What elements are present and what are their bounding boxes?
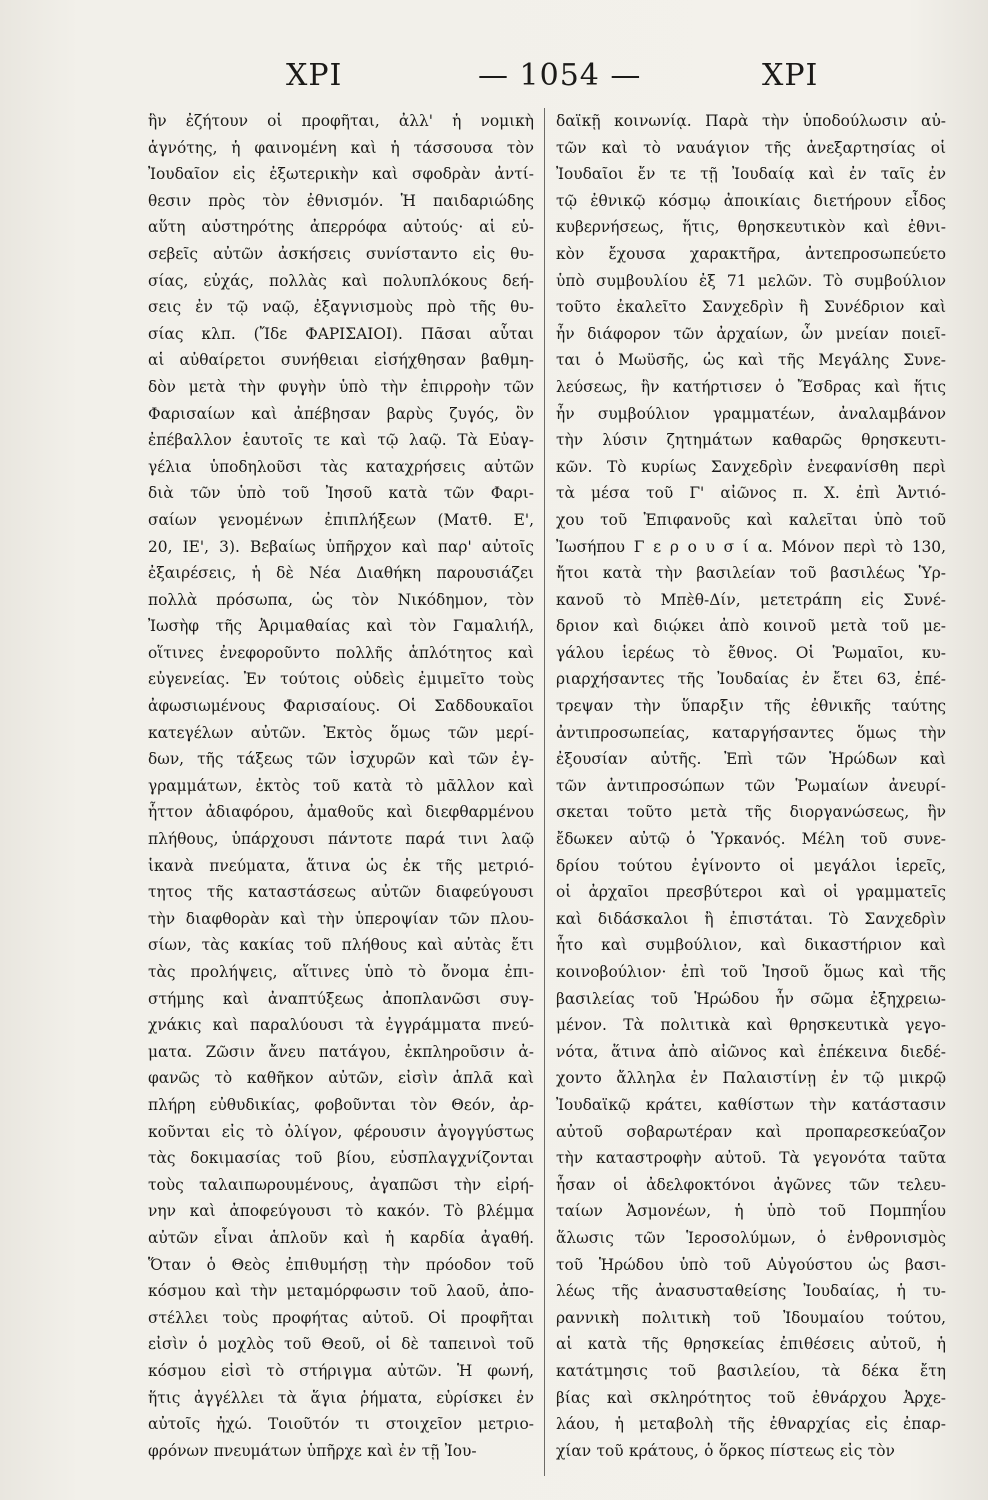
right-column-line: χίαν τοῦ κράτους, ὁ ὅρκος πίστεως εἰς τὸν	[556, 1441, 895, 1460]
right-column-line: ὑπὸ συμβουλίου ἐξ 71 μελῶν. Τὸ συμβούλιον	[556, 271, 946, 290]
right-column-line: κυβερνήσεως, ἥτις, θρησκευτικὸν καὶ ἐθνι-	[556, 218, 946, 237]
left-column-line: αἱ αὐθαίρετοι συνήθειαι εἰσήχθησαν βαθμη-	[148, 351, 534, 370]
page-number: — 1054 —	[478, 58, 642, 93]
column-divider	[544, 108, 545, 1476]
left-column-line: ἧττον ἀδιαφόρου, ἀμαθοῦς καὶ διεφθαρμένου	[148, 803, 534, 822]
left-column-line: δὸν μετὰ τὴν φυγὴν ὑπὸ τὴν ἐπιρροὴν τῶν	[148, 377, 534, 396]
left-column-line: πολλὰ πρόσωπα, ὡς τὸν Νικόδημον, τὸν	[148, 590, 534, 609]
right-column-line: κοινοβούλιον· ἐπὶ τοῦ Ἰησοῦ ὅμως καὶ τῆς	[556, 963, 946, 981]
right-column-line: λεύσεως, ἣν κατήρτισεν ὁ Ἔσδρας καὶ ἥτις	[556, 377, 946, 396]
left-column-line: ἐπέβαλλον ἑαυτοῖς τε καὶ τῷ λαῷ. Τὰ Εὐαγ-	[148, 431, 534, 450]
right-column-line: σκεται τοῦτο μετὰ τῆς διοργανώσεως, ἣν	[556, 803, 946, 822]
right-column-line: τῶν καὶ τὸ ναυάγιον τῆς ἀνεξαρτησίας οἱ	[556, 138, 946, 157]
left-column-line: αὕτη αὐστηρότης ἀπερρόφα αὐτούς· αἱ εὐ-	[148, 218, 534, 237]
right-column-line: μένον. Τὰ πολιτικὰ καὶ θρησκευτικὰ γεγο-	[556, 1016, 946, 1035]
running-header	[0, 58, 988, 98]
left-column-line: τητος τῆς καταστάσεως αὐτῶν διαφεύγουσι	[148, 883, 534, 902]
left-column-line: ἀφωσιωμένους Φαρισαίους. Οἱ Σαδδουκαῖοι	[148, 697, 534, 716]
left-column-line: στέλλει τοὺς προφήτας αὐτοῦ. Οἱ προφῆται	[148, 1308, 534, 1327]
left-column-line: κόσμου καὶ τὴν μεταμόρφωσιν τοῦ λαοῦ, ἀπο-	[148, 1282, 534, 1301]
left-column-line: στήμης καὶ ἀναπτύξεως ἀποπλανῶσι συγ-	[148, 989, 534, 1008]
left-column-line: δων, τῆς τάξεως τῶν ἰσχυρῶν καὶ τῶν ἐγ-	[148, 750, 534, 769]
right-column-line: ἦσαν οἱ ἀδελφοκτόνοι ἀγῶνες τῶν τελευ-	[556, 1175, 946, 1194]
left-column-line: θεσιν πρὸς τὸν ἐθνισμόν. Ἡ παιδαριώδης	[148, 191, 534, 210]
left-column-line: διὰ τῶν ὑπὸ τοῦ Ἰησοῦ κατὰ τῶν Φαρι-	[148, 484, 534, 503]
header-left-word: ΧΡΙ	[286, 58, 343, 93]
right-column-line: τὴν λύσιν ζητημάτων καθαρῶς θρησκευτι-	[556, 431, 946, 450]
left-column-line: πλήθους, ὑπάρχουσι πάντοτε παρά τινι λαῷ	[148, 830, 534, 849]
left-column-line: Ἰουδαῖον εἰς ἐξωτερικὴν καὶ σφοδρὰν ἀντί-	[148, 165, 534, 184]
right-column-line: κῶν. Τὸ κυρίως Σανχεδρὶν ἐνεφανίσθη περὶ	[556, 457, 946, 476]
left-column-line: σίας, εὐχάς, πολλὰς καὶ πολυπλόκους δεή-	[148, 271, 534, 290]
right-column-line: κὸν ἔχουσα χαρακτῆρα, ἀντεπροσωπεύετο	[556, 244, 946, 263]
right-column-line: ἦν συμβούλιον γραμματέων, ἀναλαμβάνον	[556, 404, 946, 423]
left-column-line: ἣν ἐζήτουν οἱ προφῆται, ἀλλ' ἡ νομικὴ	[148, 112, 534, 130]
left-column-line: νην καὶ ἀποφεύγουσι τὸ κακόν. Τὸ βλέμμα	[148, 1202, 534, 1221]
left-column-line: εὐγενείας. Ἐν τούτοις οὐδεὶς ἐμιμεῖτο τοὺς	[148, 670, 534, 689]
header-right-word: ΧΡΙ	[762, 58, 819, 93]
right-column-line: τρεψαν τὴν ὕπαρξιν τῆς ἐθνικῆς ταύτης	[556, 697, 946, 716]
right-column-line: ταίων Ἀσμονέων, ἡ ὑπὸ τοῦ Πομπηΐου	[556, 1202, 946, 1221]
right-column-line: βασιλείας τοῦ Ἡρώδου ἦν σῶμα ἐξηχρειω-	[556, 989, 946, 1008]
right-column-line: Ἰουδαϊκῷ κράτει, καθίστων τὴν κατάστασιν	[556, 1095, 946, 1114]
left-column-line: 20, ΙΕ', 3). Βεβαίως ὑπῆρχον καὶ παρ' αὐτοῖς	[148, 537, 534, 556]
right-column-line: καὶ διδάσκαλοι ἢ ἐπιστάται. Τὸ Σανχεδρὶν	[556, 909, 946, 928]
left-column-line: χνάκις καὶ παραλύουσι τὰ ἐγγράμματα πνεύ-	[148, 1016, 534, 1035]
right-column-line: δριον καὶ διῴκει ἀπὸ κοινοῦ μετὰ τοῦ με-	[556, 617, 946, 636]
left-column-line: κατεγέλων αὐτῶν. Ἐκτὸς ὅμως τῶν μερί-	[148, 723, 534, 742]
left-column-line: ἁγνότης, ἡ φαινομένη καὶ ἡ τάσσουσα τὸν	[148, 138, 534, 157]
right-column-line: νότα, ἅτινα ἀπὸ αἰῶνος καὶ ἐπέκεινα διεδέ-	[556, 1042, 946, 1061]
right-column-line: βίας καὶ σκληρότητος τοῦ ἐθνάρχου Ἀρχε-	[556, 1388, 946, 1407]
left-column-line: τὴν διαφθορὰν καὶ τὴν ὑπεροψίαν τῶν πλου-	[148, 909, 534, 928]
left-column-line: εἰσὶν ὁ μοχλὸς τοῦ Θεοῦ, οἱ δὲ ταπεινοὶ τοῦ	[148, 1335, 534, 1354]
right-column-line: Ἰωσήπου Γ ε ρ ο υ σ ί α. Μόνον περὶ τὸ 130,	[556, 537, 946, 556]
right-column-line: δρίου τούτου ἐγίνοντο οἱ μεγάλοι ἱερεῖς,	[556, 856, 946, 875]
left-column-line: φανῶς τὸ καθῆκον αὐτῶν, εἰσὶν ἁπλᾶ καὶ	[148, 1069, 534, 1088]
right-column-line: κανοῦ τὸ Μπὲθ-Δίν, μετετράπη εἰς Συνέ-	[556, 590, 946, 609]
right-column-line: αὐτοῦ σοβαρωτέραν καὶ προπαρεσκεύαζον	[556, 1122, 946, 1141]
left-column-line: τὰς προλήψεις, αἵτινες ὑπὸ τὸ ὄνομα ἐπι-	[148, 963, 534, 981]
right-column-line: τῶν ἀντιπροσώπων τῶν Ῥωμαίων ἀνευρί-	[556, 776, 946, 795]
left-column-line: σεις ἐν τῷ ναῷ, ἐξαγνισμοὺς πρὸ τῆς θυ-	[148, 298, 534, 317]
left-column-line: ἥτις ἀγγέλλει τὰ ἅγια ῥήματα, εὑρίσκει ἐν	[148, 1388, 534, 1407]
left-column-line: κοῦνται εἰς τὸ ὀλίγον, φέρουσιν ἀγογγύστως	[148, 1122, 534, 1141]
right-column-line: τοῦτο ἐκαλεῖτο Σανχεδρὶν ἢ Συνέδριον καὶ	[556, 298, 946, 317]
right-column-line: τῷ ἐθνικῷ κόσμῳ ἀποικίαις διετήρουν εἶδος	[556, 191, 946, 210]
left-column-line: Ἰωσὴφ τῆς Ἀριμαθαίας καὶ τὸν Γαμαλιήλ,	[148, 617, 534, 636]
left-column-line: Ὅταν ὁ Θεὸς ἐπιθυμήσῃ τὴν πρόοδον τοῦ	[148, 1255, 534, 1274]
left-column-line: ἱκανὰ πνεύματα, ἅτινα ὡς ἐκ τῆς μετριό-	[148, 856, 534, 875]
right-column-line: ἅλωσις τῶν Ἱεροσολύμων, ὁ ἐνθρονισμὸς	[556, 1228, 946, 1247]
left-column-line: αὐτῶν εἶναι ἁπλοῦν καὶ ἡ καρδία ἀγαθή.	[148, 1228, 534, 1247]
right-column-line: ραννικὴ πολιτικὴ τοῦ Ἰδουμαίου τούτου,	[556, 1308, 946, 1327]
right-column-line: Ἰουδαῖοι ἔν τε τῇ Ἰουδαίᾳ καὶ ἐν ταῖς ἐν	[556, 165, 946, 184]
right-column-line: οἱ ἀρχαῖοι πρεσβύτεροι καὶ οἱ γραμματεῖς	[556, 883, 946, 902]
right-column-line: δαϊκῇ κοινωνίᾳ. Παρὰ τὴν ὑποδούλωσιν αὐ-	[556, 112, 946, 130]
right-column-line: γάλου ἱερέως τὸ ἔθνος. Οἱ Ῥωμαῖοι, κυ-	[556, 643, 946, 662]
right-column-line: ἀντιπροσωπείας, καταργήσαντες ὅμως τὴν	[556, 723, 946, 742]
left-column-line: ματα. Ζῶσιν ἄνευ πατάγου, ἐκπληροῦσιν ἀ-	[148, 1042, 534, 1061]
left-column-line: σίας κλπ. (Ἴδε ΦΑΡΙΣΑΙΟΙ). Πᾶσαι αὗται	[148, 324, 534, 343]
right-column-line: χοντο ἄλληλα ἐν Παλαιστίνῃ ἐν τῷ μικρῷ	[556, 1069, 946, 1088]
right-column-line: ἔδωκεν αὐτῷ ὁ Ὑρκανός. Μέλη τοῦ συνε-	[556, 830, 946, 849]
left-column-line: πλήρη εὐθυδικίας, φοβοῦνται τὸν Θεόν, ἀρ-	[148, 1095, 534, 1114]
left-column-line: σεβεῖς αὐτῶν ἀσκήσεις συνίσταντο εἰς θυ-	[148, 244, 534, 263]
right-column-line: κατάτμησις τοῦ βασιλείου, τὰ δέκα ἔτη	[556, 1361, 946, 1380]
right-column-line: αἱ κατὰ τῆς θρησκείας ἐπιθέσεις αὐτοῦ, ἡ	[556, 1335, 946, 1354]
left-column-line: οἵτινες ἐνεφοροῦντο πολλῆς ἁπλότητος καὶ	[148, 643, 534, 662]
left-column-line: γραμμάτων, ἐκτὸς τοῦ κατὰ τὸ μᾶλλον καὶ	[148, 776, 534, 795]
left-column-line: σαίων γενομένων ἐπιπλήξεων (Ματθ. Ε',	[148, 510, 534, 529]
left-column-line: τὰς δοκιμασίας τοῦ βίου, εὐσπλαγχνίζονται	[148, 1149, 534, 1168]
right-column-line: τὰ μέσα τοῦ Γ' αἰῶνος π. Χ. ἐπὶ Ἀντιό-	[556, 484, 946, 503]
right-text-column	[556, 108, 946, 1464]
left-text-column	[148, 108, 536, 1464]
right-column-line: λάου, ἡ μεταβολὴ τῆς ἐθναρχίας εἰς ἐπαρ-	[556, 1415, 946, 1434]
right-column-line: ται ὁ Μωϋσῆς, ὡς καὶ τῆς Μεγάλης Συνε-	[556, 351, 946, 370]
right-column-line: ἦν διάφορον τῶν ἀρχαίων, ὧν μνείαν ποιεῖ-	[556, 324, 946, 343]
right-column-line: ριαρχήσαντες τῆς Ἰουδαίας ἐν ἔτει 63, ἐπέ-	[556, 670, 946, 689]
left-column-line: αὐτοῖς ἠχώ. Τοιοῦτόν τι στοιχεῖον μετριο-	[148, 1415, 534, 1434]
left-column-line: τοὺς ταλαιπωρουμένους, ἀγαπῶσι τὴν εἰρή-	[148, 1175, 534, 1194]
right-column-line: χου τοῦ Ἐπιφανοῦς καὶ καλεῖται ὑπὸ τοῦ	[556, 510, 946, 529]
left-column-line: γέλια ὑποδηλοῦσι τὰς καταχρήσεις αὐτῶν	[148, 457, 534, 476]
left-column-line: σίων, τὰς κακίας τοῦ πλήθους καὶ αὐτὰς ἔτι	[148, 936, 534, 955]
right-column-line: ἤτοι κατὰ τὴν βασιλείαν τοῦ βασιλέως Ὑρ-	[556, 564, 946, 583]
right-column-line: λέως τῆς ἀνασυσταθείσης Ἰουδαίας, ἡ τυ-	[556, 1282, 946, 1301]
left-column-line: κόσμου εἰσὶ τὸ στήριγμα αὐτῶν. Ἡ φωνή,	[148, 1361, 534, 1380]
left-column-line: φρόνων πνευμάτων ὑπῆρχε καὶ ἐν τῇ Ἰου-	[148, 1441, 477, 1460]
right-column-line: τοῦ Ἡρώδου ὑπὸ τοῦ Αὐγούστου ὡς βασι-	[556, 1255, 946, 1274]
right-column-line: ἐξουσίαν αὐτῆς. Ἐπὶ τῶν Ἡρώδων καὶ	[556, 750, 946, 769]
right-column-line: ἦτο καὶ συμβούλιον, καὶ δικαστήριον καὶ	[556, 936, 946, 955]
right-column-line: τὴν καταστροφὴν αὐτοῦ. Τὰ γεγονότα ταῦτα	[556, 1149, 946, 1168]
left-column-line: ἐξαιρέσεις, ἡ δὲ Νέα Διαθήκη παρουσιάζει	[148, 564, 534, 583]
left-column-line: Φαρισαίων καὶ ἀπέβησαν βαρὺς ζυγός, ὃν	[148, 404, 534, 423]
